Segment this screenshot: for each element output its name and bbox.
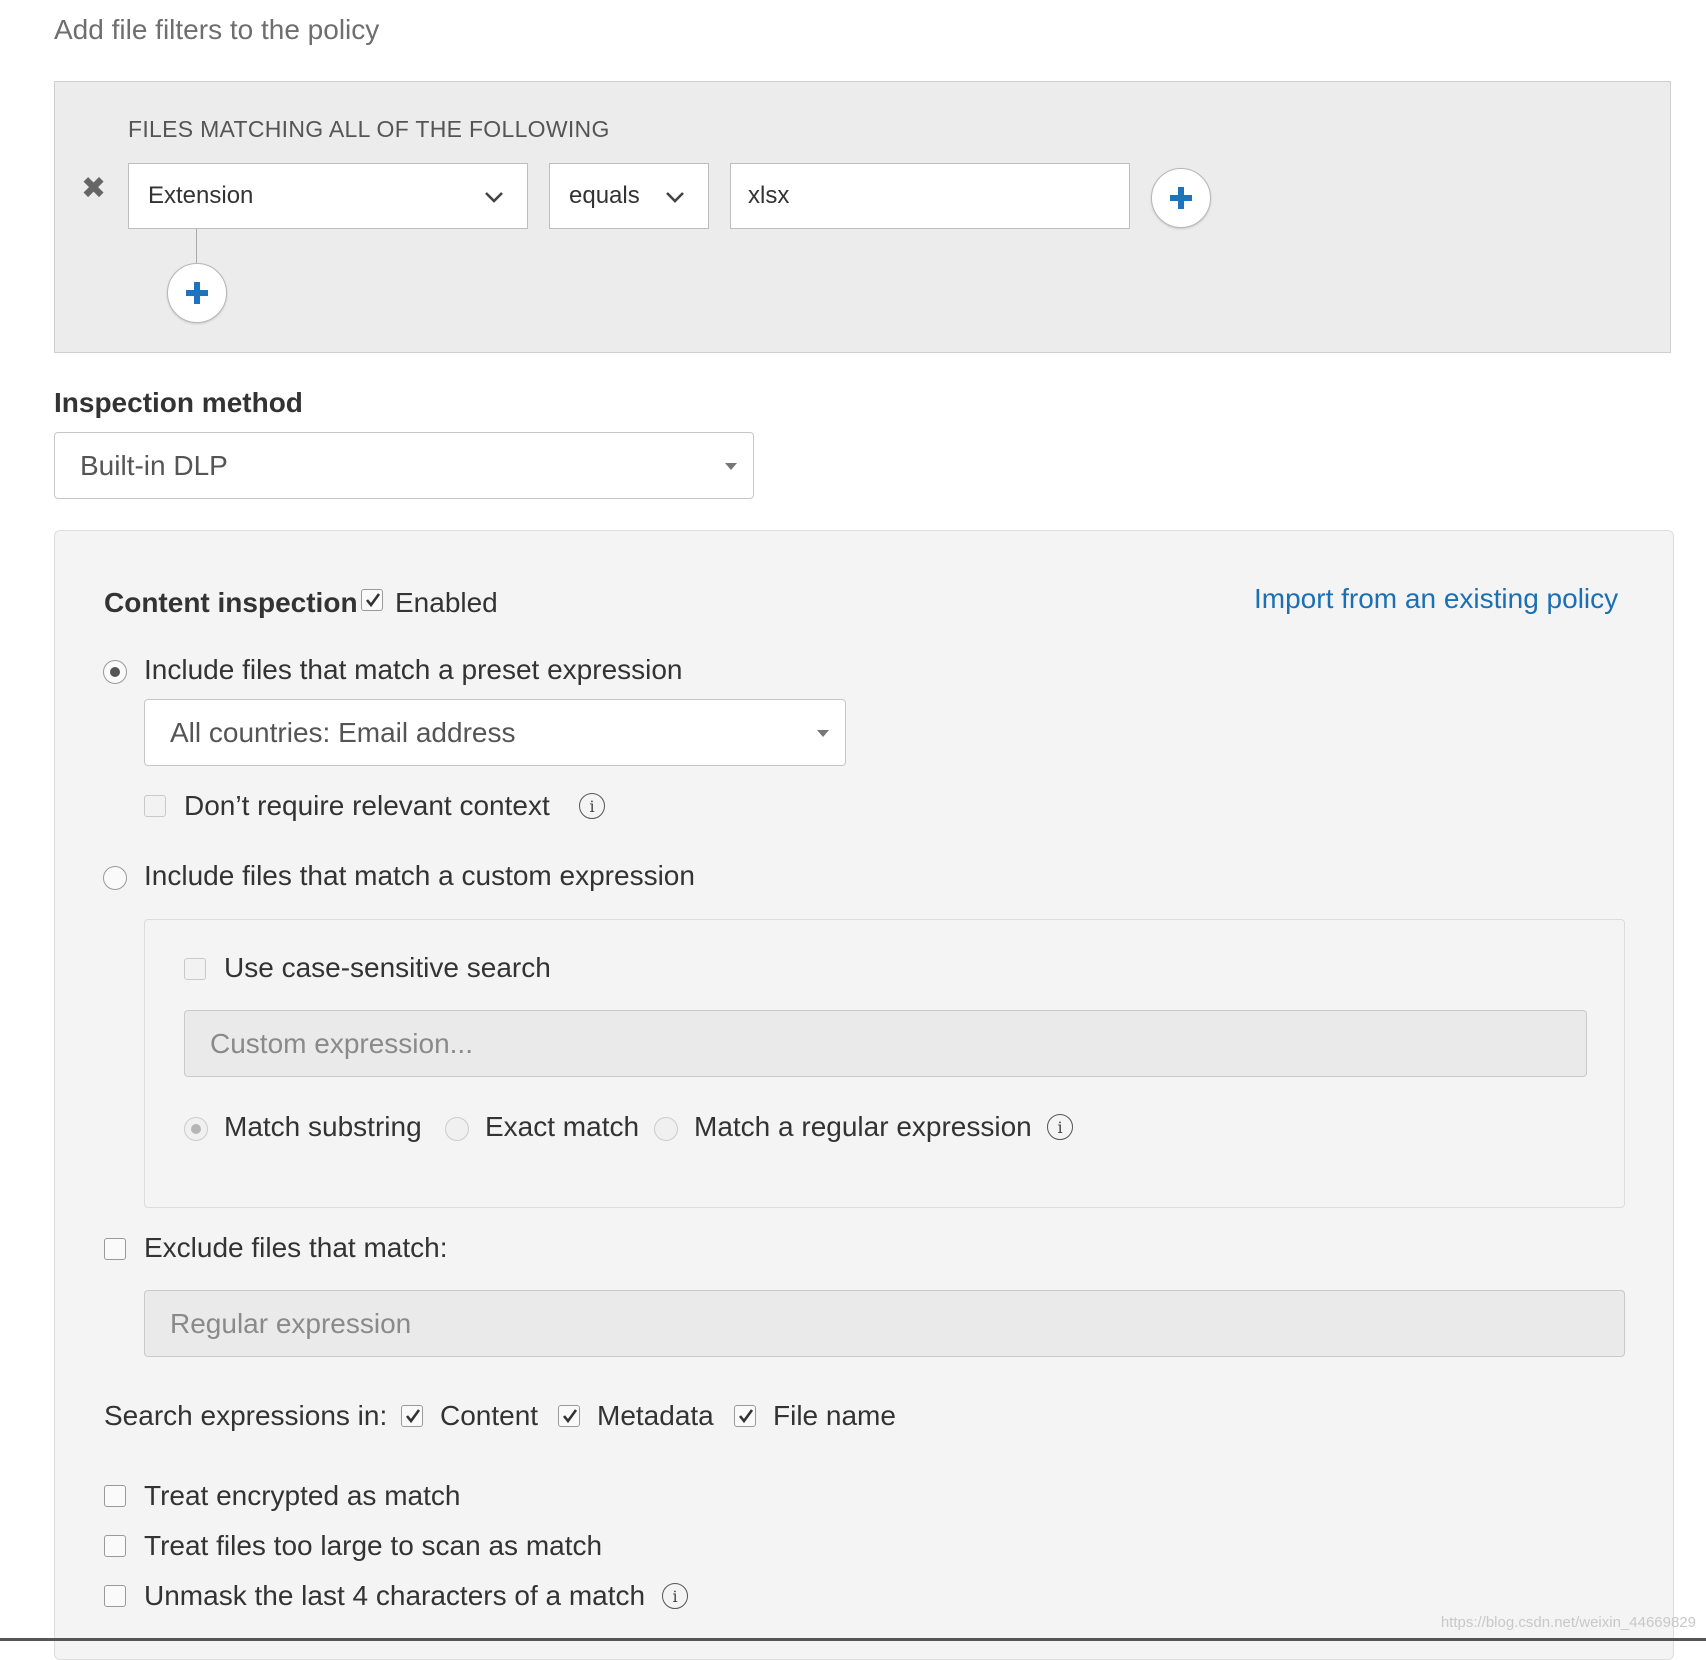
search-metadata-label: Metadata bbox=[597, 1400, 714, 1431]
custom-expression-radio[interactable] bbox=[103, 866, 127, 890]
treat-encrypted-label: Treat encrypted as match bbox=[144, 1480, 461, 1511]
filter-operator-value: equals bbox=[569, 182, 640, 209]
exact-match-label: Exact match bbox=[485, 1111, 640, 1142]
unmask-label: Unmask the last 4 characters of a match bbox=[144, 1580, 646, 1611]
filter-field-select[interactable] bbox=[128, 163, 528, 229]
exclude-label: Exclude files that match: bbox=[144, 1232, 448, 1263]
treat-large-label: Treat files too large to scan as match bbox=[144, 1530, 603, 1561]
match-substring-label: Match substring bbox=[224, 1111, 422, 1142]
radio-selected-dot bbox=[110, 667, 120, 677]
plus-icon bbox=[1168, 185, 1194, 211]
filter-operator-select[interactable] bbox=[549, 163, 709, 229]
exclude-regex-input[interactable] bbox=[144, 1290, 1625, 1357]
caret-down-icon bbox=[817, 730, 829, 737]
content-inspection-label: Content inspection bbox=[104, 587, 358, 618]
search-content-label: Content bbox=[440, 1400, 539, 1431]
enabled-checkbox[interactable] bbox=[361, 589, 383, 611]
checkmark-icon bbox=[737, 1407, 755, 1425]
search-metadata-checkbox[interactable] bbox=[558, 1405, 580, 1427]
exclude-regex-placeholder: Regular expression bbox=[170, 1307, 412, 1339]
treat-large-checkbox[interactable] bbox=[104, 1535, 126, 1557]
plus-icon bbox=[184, 280, 210, 306]
search-filename-checkbox[interactable] bbox=[734, 1405, 756, 1427]
inspection-method-label: Inspection method bbox=[54, 387, 303, 418]
chevron-down-icon bbox=[483, 186, 505, 208]
filter-field-value: Extension bbox=[148, 182, 254, 209]
custom-expression-placeholder: Custom expression... bbox=[210, 1027, 473, 1059]
preset-expression-label: Include files that match a preset expression bbox=[144, 654, 683, 685]
treat-encrypted-checkbox[interactable] bbox=[104, 1485, 126, 1507]
info-icon[interactable]: i bbox=[579, 793, 605, 819]
caret-down-icon bbox=[725, 463, 737, 470]
inspection-method-value: Built-in DLP bbox=[80, 449, 228, 481]
add-filter-group-button[interactable] bbox=[167, 263, 227, 323]
unmask-checkbox[interactable] bbox=[104, 1585, 126, 1607]
case-sensitive-label: Use case-sensitive search bbox=[224, 952, 551, 983]
preset-expression-value: All countries: Email address bbox=[170, 716, 516, 748]
chevron-down-icon bbox=[664, 186, 686, 208]
checkmark-icon bbox=[404, 1407, 422, 1425]
exact-match-radio[interactable] bbox=[445, 1117, 469, 1141]
case-sensitive-checkbox[interactable] bbox=[184, 958, 206, 980]
info-icon[interactable]: i bbox=[662, 1583, 688, 1609]
import-policy-link[interactable]: Import from an existing policy bbox=[1254, 583, 1619, 614]
search-filename-label: File name bbox=[773, 1400, 896, 1431]
checkmark-icon bbox=[364, 591, 382, 609]
info-icon[interactable]: i bbox=[1047, 1114, 1073, 1140]
radio-selected-dot bbox=[191, 1124, 201, 1134]
match-substring-radio[interactable] bbox=[184, 1117, 208, 1141]
exclude-checkbox[interactable] bbox=[104, 1238, 126, 1260]
filter-value-text: xlsx bbox=[748, 182, 790, 209]
context-label: Don’t require relevant context bbox=[184, 790, 550, 821]
regex-match-radio[interactable] bbox=[654, 1117, 678, 1141]
watermark: https://blog.csdn.net/weixin_44669829 bbox=[1440, 1614, 1696, 1631]
search-content-checkbox[interactable] bbox=[401, 1405, 423, 1427]
page-heading: Add file filters to the policy bbox=[54, 14, 380, 45]
filter-group-title: FILES MATCHING ALL OF THE FOLLOWING bbox=[128, 116, 610, 142]
regex-match-label: Match a regular expression bbox=[694, 1111, 1032, 1142]
context-checkbox[interactable] bbox=[144, 795, 166, 817]
file-filter-panel bbox=[54, 81, 1671, 353]
filter-value-input[interactable] bbox=[730, 163, 1130, 229]
custom-expression-input[interactable] bbox=[184, 1010, 1587, 1077]
remove-filter-icon[interactable]: ✖ bbox=[81, 172, 107, 205]
checkmark-icon bbox=[561, 1407, 579, 1425]
preset-expression-radio[interactable] bbox=[103, 660, 127, 684]
search-in-label: Search expressions in: bbox=[104, 1400, 388, 1431]
inspection-method-select[interactable] bbox=[54, 432, 754, 499]
tree-connector bbox=[196, 229, 197, 263]
add-condition-button[interactable] bbox=[1151, 168, 1211, 228]
enabled-label: Enabled bbox=[395, 587, 498, 618]
custom-expression-label: Include files that match a custom expression bbox=[144, 860, 695, 891]
preset-expression-select[interactable] bbox=[144, 699, 846, 766]
